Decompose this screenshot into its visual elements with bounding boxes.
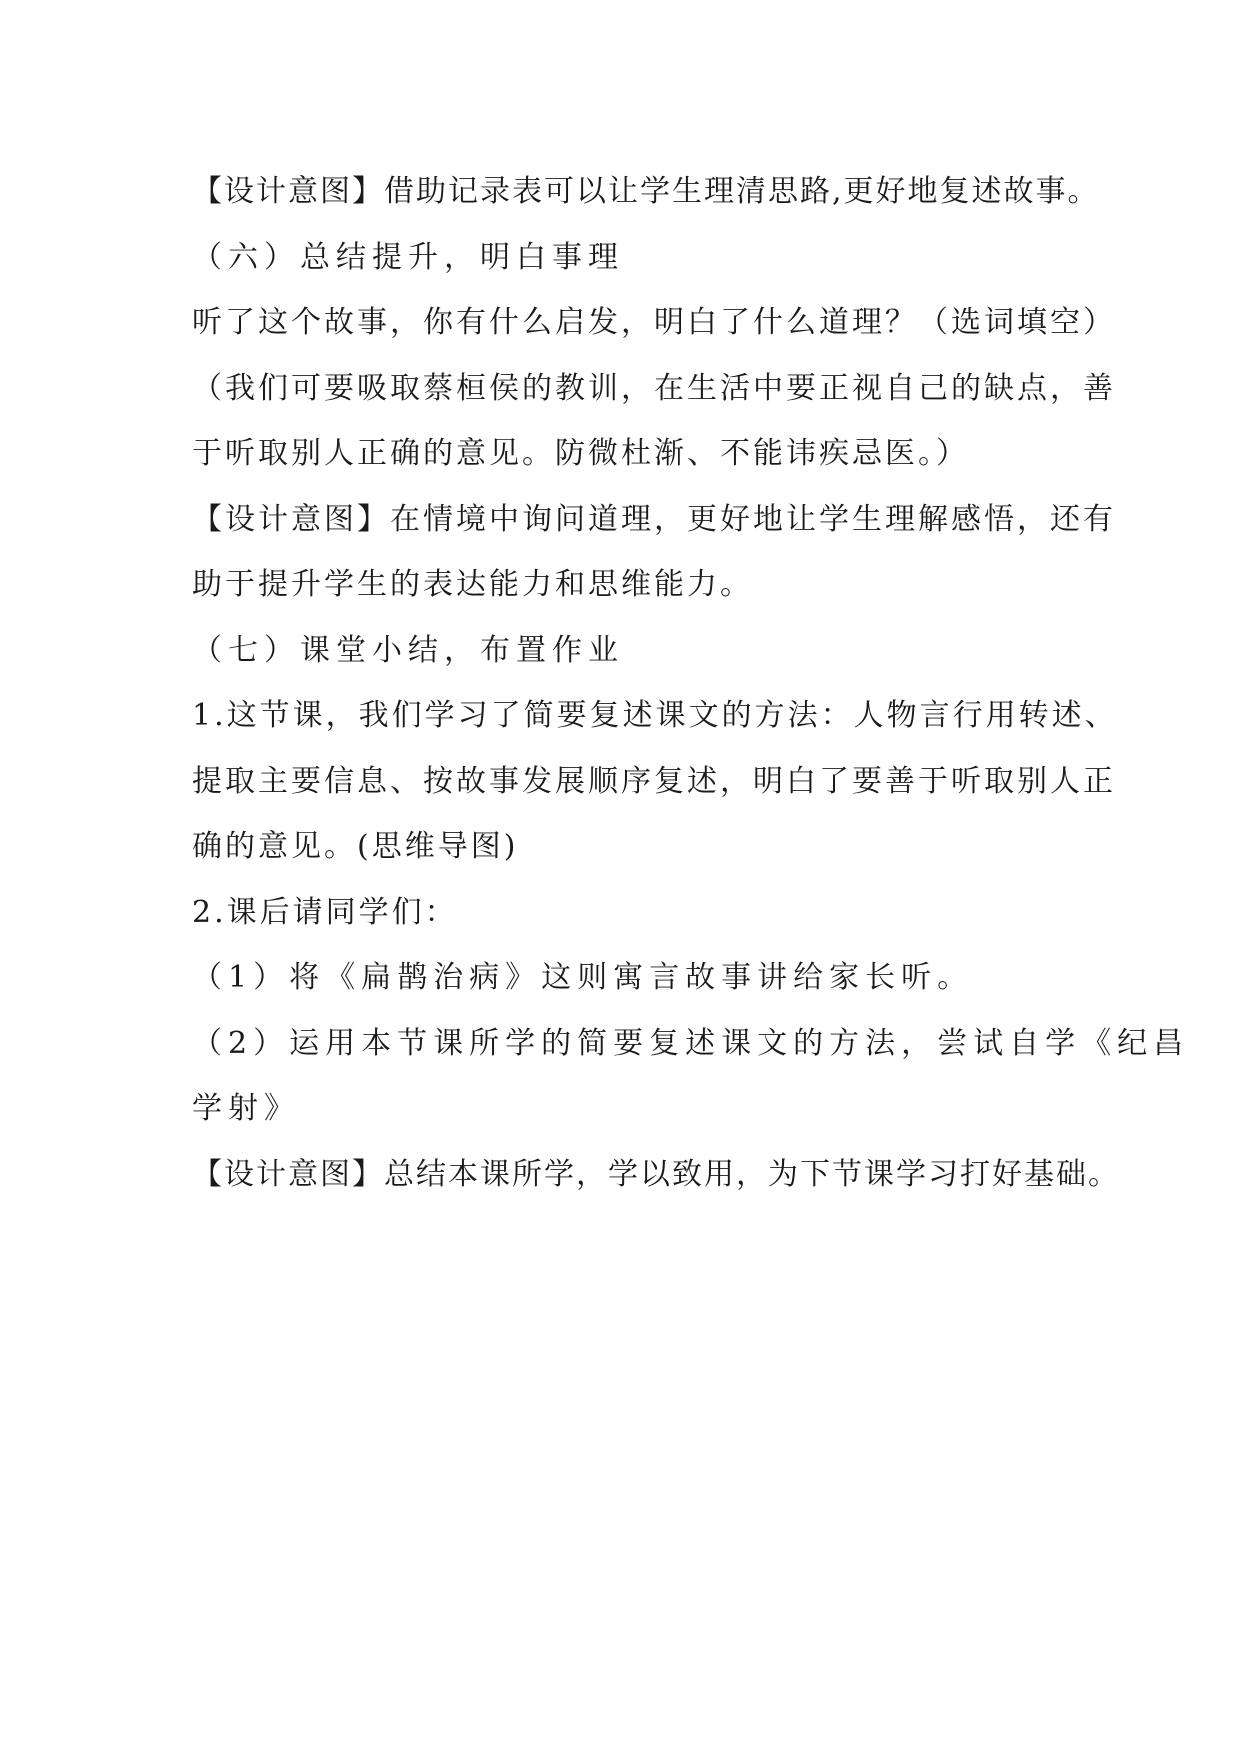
section-heading-six: （六）总结提升，明白事理	[192, 239, 624, 275]
summary-item-1: 提取主要信息、按故事发展顺序复述，明白了要善于听取别人正	[192, 763, 1116, 799]
answer-line: 于听取别人正确的意见。防微杜渐、不能讳疾忌医。）	[192, 436, 969, 471]
summary-item-1: 1.这节课，我们学习了简要复述课文的方法：人物言行用转述、	[192, 698, 1118, 733]
document-body	[192, 159, 1190, 1207]
summary-item-1: 确的意见。(思维导图)	[192, 829, 519, 864]
summary-item-2: 2.课后请同学们：	[192, 894, 458, 930]
homework-item-2: 学射》	[192, 1091, 300, 1126]
question-line: 听了这个故事，你有什么启发，明白了什么道理？（选词填空）	[192, 305, 1116, 340]
section-heading-seven: （七）课堂小结，布置作业	[192, 632, 624, 668]
design-intent-paragraph: 【设计意图】借助记录表可以让学生理清思路,更好地复述故事。	[192, 174, 1100, 209]
design-intent-paragraph: 助于提升学生的表达能力和思维能力。	[192, 567, 753, 602]
design-intent-paragraph: 【设计意图】总结本课所学，学以致用，为下节课学习打好基础。	[192, 1156, 1120, 1192]
design-intent-paragraph: 【设计意图】在情境中询问道理，更好地让学生理解感悟，还有	[192, 501, 1116, 537]
homework-item-1: （1）将《扁鹊治病》这则寓言故事讲给家长听。	[192, 960, 974, 995]
answer-line: （我们可要吸取蔡桓侯的教训，在生活中要正视自己的缺点，善	[192, 370, 1116, 406]
homework-item-2: （2）运用本节课所学的简要复述课文的方法，尝试自学《纪昌	[192, 1025, 1190, 1061]
